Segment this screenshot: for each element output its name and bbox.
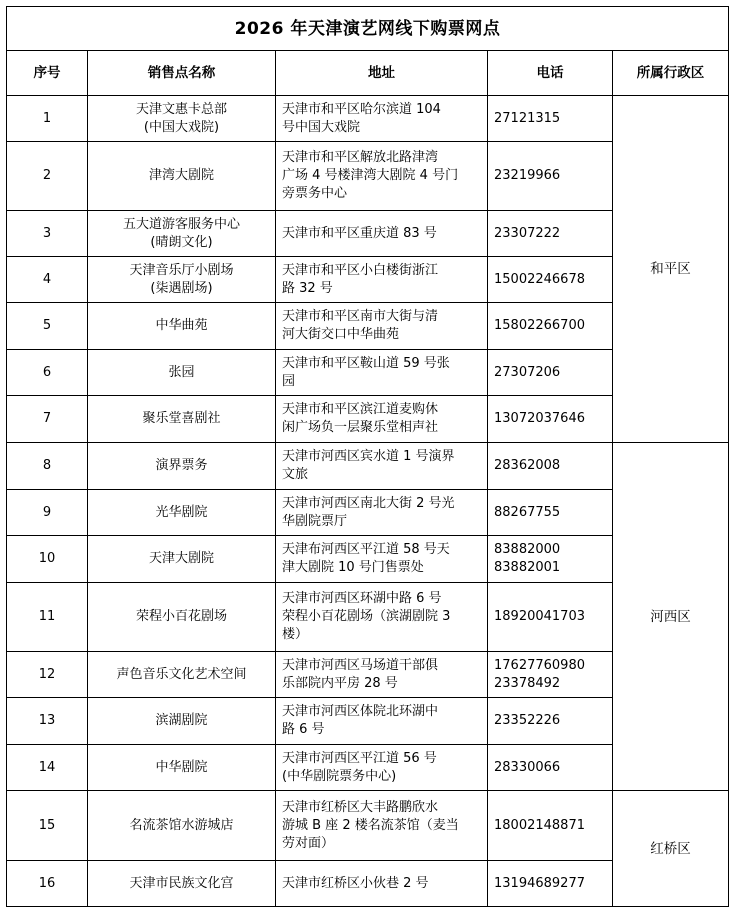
cell-line: 23352226	[494, 713, 561, 728]
cell-phone	[488, 490, 613, 536]
header-no: 序号	[7, 51, 88, 96]
cell-address	[276, 861, 488, 907]
cell-line: 15802266700	[494, 318, 585, 333]
cell-address	[276, 303, 488, 350]
header-row	[7, 51, 729, 96]
cell-no: 16	[7, 861, 88, 907]
cell-line: (晴朗文化)	[150, 234, 213, 250]
cell-name	[88, 96, 276, 142]
cell-line: 天津市和平区重庆道 83 号	[282, 225, 437, 241]
cell-line: 聚乐堂喜剧社	[142, 411, 221, 426]
cell-line: (中华剧院票务中心)	[282, 768, 397, 784]
cell-line: 23307222	[494, 225, 561, 241]
cell-name	[88, 257, 276, 303]
cell-no: 9	[7, 490, 88, 536]
cell-phone	[488, 791, 613, 861]
cell-line: 华剧院票厅	[282, 513, 348, 529]
cell-line: 天津市河西区南北大街 2 号光	[282, 495, 455, 511]
cell-line: 滨湖剧院	[155, 713, 208, 728]
cell-line: 天津市民族文化宫	[129, 875, 234, 891]
cell-line: 荣程小百花剧场（滨湖剧院 3	[282, 609, 451, 624]
cell-line: 天津市河西区平江道 56 号	[282, 750, 437, 766]
cell-line: 园	[282, 373, 296, 389]
cell-region: 和平区	[613, 96, 729, 443]
cell-address	[276, 536, 488, 583]
cell-no: 4	[7, 257, 88, 303]
cell-line: 13072037646	[494, 411, 585, 426]
cell-line: 23378492	[494, 675, 561, 691]
cell-line: 天津市河西区马场道干部俱	[282, 657, 439, 673]
cell-address	[276, 583, 488, 652]
table-row	[7, 791, 729, 861]
page-title: 2026 年天津演艺网线下购票网点	[7, 7, 729, 51]
cell-line: 17627760980	[494, 657, 585, 673]
cell-line: 27307206	[494, 364, 561, 380]
cell-address	[276, 443, 488, 490]
cell-line: 演界票务	[155, 458, 208, 473]
cell-line: 13194689277	[494, 875, 585, 891]
cell-phone	[488, 536, 613, 583]
cell-address	[276, 96, 488, 142]
cell-line: 天津市和平区滨江道麦购休	[282, 402, 439, 417]
cell-name	[88, 698, 276, 745]
table-row	[7, 443, 729, 490]
cell-name	[88, 142, 276, 211]
cell-address	[276, 350, 488, 396]
cell-line: 天津市河西区宾水道 1 号演界	[282, 449, 455, 464]
cell-no: 10	[7, 536, 88, 583]
cell-line: 18002148871	[494, 817, 585, 833]
cell-line: 天津音乐厅小剧场	[129, 262, 234, 278]
cell-line: 光华剧院	[155, 504, 208, 520]
cell-line: 88267755	[494, 504, 561, 520]
title-row	[7, 7, 729, 51]
cell-line: 83882001	[494, 560, 561, 575]
cell-line: 五大道游客服务中心	[122, 216, 240, 232]
header-address: 地址	[276, 51, 488, 96]
cell-phone	[488, 583, 613, 652]
cell-phone	[488, 257, 613, 303]
cell-no: 13	[7, 698, 88, 745]
cell-line: 游城 B 座 2 楼名流茶馆（麦当	[282, 817, 459, 833]
cell-line: 路 32 号	[282, 280, 333, 296]
cell-no: 2	[7, 142, 88, 211]
cell-line: 天津市和平区南市大街与清	[282, 309, 439, 324]
cell-name	[88, 861, 276, 907]
cell-address	[276, 791, 488, 861]
cell-no: 12	[7, 652, 88, 698]
cell-line: 天津市和平区解放北路津湾	[282, 150, 439, 165]
cell-line: 83882000	[494, 542, 561, 557]
cell-no: 14	[7, 745, 88, 791]
cell-phone	[488, 745, 613, 791]
cell-line: 15002246678	[494, 271, 585, 287]
cell-address	[276, 652, 488, 698]
cell-line: 路 6 号	[282, 722, 325, 737]
cell-line: 名流茶馆水游城店	[129, 817, 234, 833]
cell-line: 津湾大剧院	[148, 168, 214, 183]
cell-line: 28330066	[494, 759, 561, 775]
cell-name	[88, 211, 276, 257]
cell-line: 广场 4 号楼津湾大剧院 4 号门	[282, 168, 459, 183]
cell-name	[88, 745, 276, 791]
cell-name	[88, 652, 276, 698]
cell-phone	[488, 698, 613, 745]
cell-address	[276, 396, 488, 443]
cell-address	[276, 745, 488, 791]
cell-no: 5	[7, 303, 88, 350]
cell-name	[88, 443, 276, 490]
cell-line: 声色音乐文化艺术空间	[116, 666, 247, 682]
cell-address	[276, 211, 488, 257]
cell-name	[88, 791, 276, 861]
cell-name	[88, 396, 276, 443]
cell-line: 天津市和平区小白楼街浙江	[282, 262, 439, 278]
cell-line: 天津市河西区环湖中路 6 号	[282, 591, 442, 606]
header-phone: 电话	[488, 51, 613, 96]
outlets-table	[6, 6, 729, 907]
cell-line: 28362008	[494, 458, 561, 473]
cell-phone	[488, 443, 613, 490]
cell-name	[88, 490, 276, 536]
header-name: 销售点名称	[88, 51, 276, 96]
cell-phone	[488, 350, 613, 396]
cell-line: 津大剧院 10 号门售票处	[282, 560, 424, 575]
cell-phone	[488, 142, 613, 211]
cell-phone	[488, 652, 613, 698]
cell-no: 6	[7, 350, 88, 396]
cell-line: 乐部院内平房 28 号	[282, 675, 398, 691]
cell-line: 天津文惠卡总部	[135, 101, 227, 117]
header-region: 所属行政区	[613, 51, 729, 96]
cell-line: 天津大剧院	[148, 551, 214, 566]
cell-region: 河西区	[613, 443, 729, 791]
cell-name	[88, 303, 276, 350]
cell-line: 中华剧院	[155, 759, 208, 775]
cell-line: 27121315	[494, 110, 561, 126]
cell-line: 天津布河西区平江道 58 号天	[282, 542, 450, 557]
cell-no: 11	[7, 583, 88, 652]
cell-phone	[488, 861, 613, 907]
cell-no: 3	[7, 211, 88, 257]
cell-line: 18920041703	[494, 609, 585, 624]
cell-line: 文旅	[282, 467, 309, 482]
cell-line: 张园	[168, 364, 195, 380]
cell-line: 23219966	[494, 168, 561, 183]
cell-line: 河大街交口中华曲苑	[282, 327, 400, 342]
cell-phone	[488, 96, 613, 142]
cell-line: 闲广场负一层聚乐堂相声社	[282, 420, 439, 435]
cell-no: 15	[7, 791, 88, 861]
cell-address	[276, 257, 488, 303]
cell-line: 荣程小百花剧场	[135, 609, 227, 624]
cell-line: 天津市红桥区小伙巷 2 号	[282, 875, 429, 891]
ticket-outlets-document	[6, 6, 728, 907]
cell-line: 号中国大戏院	[282, 119, 361, 135]
cell-line: 劳对面）	[282, 835, 335, 851]
cell-line: 天津市河西区体院北环湖中	[282, 704, 439, 719]
cell-line: 旁票务中心	[282, 186, 348, 201]
cell-line: (中国大戏院)	[143, 119, 220, 135]
cell-phone	[488, 396, 613, 443]
cell-line: 中华曲苑	[155, 318, 208, 333]
cell-name	[88, 350, 276, 396]
cell-name	[88, 583, 276, 652]
cell-address	[276, 142, 488, 211]
cell-line: 天津市红桥区大丰路鹏欣水	[282, 799, 439, 815]
cell-phone	[488, 303, 613, 350]
cell-line: (柒遇剧场)	[150, 280, 213, 296]
cell-phone	[488, 211, 613, 257]
cell-line: 天津市和平区哈尔滨道 104	[282, 101, 441, 117]
cell-no: 8	[7, 443, 88, 490]
cell-no: 7	[7, 396, 88, 443]
table-row	[7, 96, 729, 142]
cell-address	[276, 490, 488, 536]
cell-address	[276, 698, 488, 745]
cell-line: 天津市和平区鞍山道 59 号张	[282, 355, 450, 371]
cell-region: 红桥区	[613, 791, 729, 907]
cell-name	[88, 536, 276, 583]
cell-line: 楼）	[282, 627, 309, 642]
cell-no: 1	[7, 96, 88, 142]
